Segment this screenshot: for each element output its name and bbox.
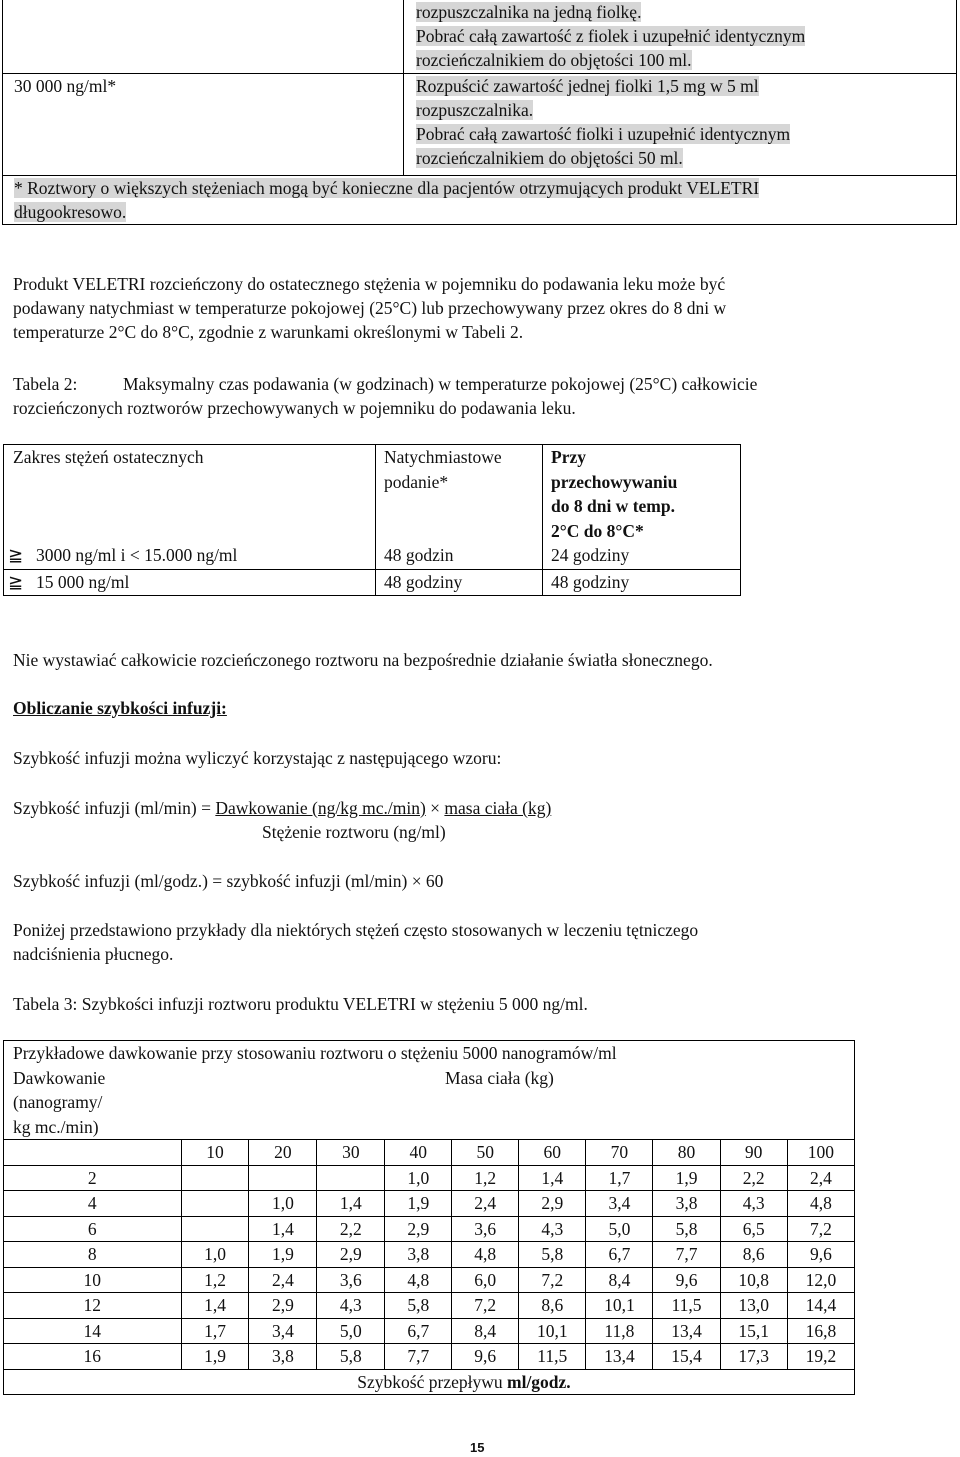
rate-cell: 2,4 [787, 1165, 854, 1191]
table2-caption-text: rozcieńczonych roztworów przechowywanych w pojemniku do podawania leku. [13, 398, 576, 418]
mass-header-empty [4, 1140, 182, 1166]
formula-lhs: Szybkość infuzji (ml/min) = [13, 798, 216, 818]
dose-cell: 14 [4, 1318, 182, 1344]
rate-cell: 4,3 [317, 1293, 385, 1319]
rate-cell: 1,0 [181, 1242, 249, 1268]
prep-line: rozpuszczalnika na jedną fiolkę. [416, 2, 642, 22]
rate-cell: 7,2 [787, 1216, 854, 1242]
infusion-rate-table [3, 1040, 855, 1395]
formula-times: × [425, 798, 445, 818]
footnote-line: * Roztwory o większych stężeniach mogą być konieczne dla pacjentów otrzymujących produkt VELETRI [14, 177, 760, 198]
rate-cell: 12,0 [787, 1267, 854, 1293]
table-header-row [4, 445, 741, 544]
rate-cell: 11,8 [586, 1318, 653, 1344]
mass-header-cell: 40 [385, 1140, 452, 1166]
prep-footnote [3, 175, 957, 224]
prep-line: Pobrać całą zawartość fiolki i uzupełnić identycznym [416, 123, 791, 144]
mass-header-cell: 30 [317, 1140, 385, 1166]
rate-cell: 7,2 [519, 1267, 586, 1293]
rate-cell: 5,8 [317, 1344, 385, 1370]
table-row [4, 1344, 855, 1370]
mass-header-cell: 80 [653, 1140, 720, 1166]
calc-intro: Szybkość infuzji można wyliczyć korzystając z następującego wzoru: [13, 748, 502, 768]
table-row [4, 1267, 855, 1293]
rate-cell: 6,5 [720, 1216, 787, 1242]
rate-cell: 4,3 [720, 1191, 787, 1217]
header-immediate: podanie* [384, 471, 449, 492]
stored-cell: 48 godziny [543, 569, 741, 596]
rate-cell [181, 1165, 249, 1191]
mass-header-cell: 10 [181, 1140, 249, 1166]
rate-cell: 8,6 [519, 1293, 586, 1319]
range-value: 15 000 ng/ml [36, 571, 130, 592]
rate-cell: 1,9 [181, 1344, 249, 1370]
rate-cell: 6,0 [452, 1267, 519, 1293]
footnote-line: długookresowo. [14, 201, 127, 222]
calc-heading: Obliczanie szybkości infuzji: [13, 698, 227, 718]
table3-caption: Tabela 3: Szybkości infuzji roztworu produktu VELETRI w stężeniu 5 000 ng/ml. [13, 994, 588, 1014]
header-stored: Przy [551, 447, 586, 467]
dose-cell: 6 [4, 1216, 182, 1242]
table-row [4, 1165, 855, 1191]
dose-label-line: kg mc./min) [13, 1116, 99, 1137]
table3-footer [4, 1369, 855, 1395]
rate-cell: 11,5 [519, 1344, 586, 1370]
mass-header-cell: 90 [720, 1140, 787, 1166]
dose-cell: 12 [4, 1293, 182, 1319]
formula-mass: masa ciała (kg) [444, 798, 552, 818]
rate-cell: 3,6 [317, 1267, 385, 1293]
prep-row1-instructions [404, 0, 957, 73]
rate-cell: 2,9 [519, 1191, 586, 1217]
formula-denominator: Stężenie roztworu (ng/ml) [262, 822, 446, 842]
sunlight-note: Nie wystawiać całkowicie rozcieńczonego roztworu na bezpośrednie działanie światła słonecznego. [13, 650, 713, 670]
mass-header-cell: 100 [787, 1140, 854, 1166]
table3-title: Przykładowe dawkowanie przy stosowaniu roztworu o stężeniu 5000 nanogramów/ml [13, 1043, 617, 1063]
rate-cell: 4,8 [385, 1267, 452, 1293]
rate-cell: 5,0 [317, 1318, 385, 1344]
rate-cell: 9,6 [653, 1267, 720, 1293]
rate-cell: 6,7 [586, 1242, 653, 1268]
table-row [4, 1242, 855, 1268]
dose-cell: 4 [4, 1191, 182, 1217]
rate-cell: 1,2 [452, 1165, 519, 1191]
formula-dose: Dawkowanie (ng/kg mc./min) [215, 798, 426, 818]
rate-cell: 1,0 [249, 1191, 317, 1217]
page-number: 15 [470, 1440, 485, 1455]
table-row [4, 1216, 855, 1242]
footer-unit: ml/godz. [507, 1371, 571, 1392]
rate-cell: 7,7 [653, 1242, 720, 1268]
table2-caption [13, 372, 757, 420]
table-row [4, 1191, 855, 1217]
prep-row2-concentration [3, 73, 404, 175]
rate-cell [317, 1165, 385, 1191]
prep-line: rozcieńczalnikiem do objętości 50 ml. [416, 147, 683, 168]
rate-cell: 3,8 [653, 1191, 720, 1217]
rate-cell: 3,6 [452, 1216, 519, 1242]
dose-label-line: Dawkowanie [13, 1067, 106, 1088]
header-range: Zakres stężeń ostatecznych [13, 447, 204, 467]
rate-cell: 7,7 [385, 1344, 452, 1370]
table-title-row [4, 1041, 855, 1066]
rate-cell: 17,3 [720, 1344, 787, 1370]
table-label-row [4, 1066, 855, 1140]
rate-cell: 10,1 [519, 1318, 586, 1344]
rate-cell: 2,9 [385, 1216, 452, 1242]
dose-cell: 2 [4, 1165, 182, 1191]
rate-cell: 15,1 [720, 1318, 787, 1344]
geq-symbol: ≧ [8, 545, 24, 566]
prep-row2-instructions [404, 73, 957, 175]
header-cell [4, 445, 376, 544]
rate-cell: 3,8 [385, 1242, 452, 1268]
rate-cell: 1,9 [653, 1165, 720, 1191]
geq-symbol: ≧ [8, 571, 24, 593]
paragraph-line: temperaturze 2°C do 8°C, zgodnie z warunkami określonymi w Tabeli 2. [13, 322, 524, 342]
rate-cell: 10,1 [586, 1293, 653, 1319]
rate-cell: 2,9 [249, 1293, 317, 1319]
rate-cell: 6,7 [385, 1318, 452, 1344]
rate-cell: 1,0 [385, 1165, 452, 1191]
rate-cell: 4,8 [452, 1242, 519, 1268]
mass-header-cell: 20 [249, 1140, 317, 1166]
immediate-cell: 48 godziny [376, 569, 543, 596]
prep-line: Pobrać całą zawartość z fiolek i uzupełnić identycznym [416, 26, 806, 46]
rate-cell: 7,2 [452, 1293, 519, 1319]
dose-cell: 16 [4, 1344, 182, 1370]
footer-text: Szybkość przepływu [357, 1371, 507, 1392]
prep-line: rozcieńczalnikiem do objętości 100 ml. [416, 50, 692, 70]
rate-cell: 13,0 [720, 1293, 787, 1319]
rate-cell [181, 1191, 249, 1217]
rate-cell: 1,7 [181, 1318, 249, 1344]
rate-cell: 19,2 [787, 1344, 854, 1370]
rate-cell: 1,2 [181, 1267, 249, 1293]
paragraph-line: podawany natychmiast w temperaturze pokojowej (25°C) lub przechowywany przez okres do 8 dni w [13, 298, 727, 318]
paragraph-line: nadciśnienia płucnego. [13, 944, 174, 964]
rate-cell: 2,4 [452, 1191, 519, 1217]
rate-cell: 15,4 [653, 1344, 720, 1370]
rate-cell: 2,9 [317, 1242, 385, 1268]
rate-cell: 11,5 [653, 1293, 720, 1319]
rate-cell: 16,8 [787, 1318, 854, 1344]
prep-line: Rozpuścić zawartość jednej fiolki 1,5 mg w 5 ml [416, 75, 759, 96]
rate-cell: 8,6 [720, 1242, 787, 1268]
dose-label [4, 1066, 182, 1140]
paragraph-line: Poniżej przedstawiono przykłady dla niektórych stężeń często stosowanych w leczeniu tętniczego [13, 920, 699, 940]
concentration-value: 30 000 ng/ml* [14, 75, 117, 96]
rate-cell: 4,8 [787, 1191, 854, 1217]
rate-cell: 9,6 [787, 1242, 854, 1268]
rate-cell: 5,8 [519, 1242, 586, 1268]
prep-row1-concentration [3, 0, 404, 73]
header-cell [376, 445, 543, 544]
rate-cell: 1,4 [519, 1165, 586, 1191]
immediate-cell: 48 godzin [376, 543, 543, 569]
table2-caption-label: Tabela 2: [13, 374, 78, 394]
rate-cell: 13,4 [586, 1344, 653, 1370]
rate-cell: 2,2 [317, 1216, 385, 1242]
rate-cell: 8,4 [586, 1267, 653, 1293]
rate-cell: 5,8 [385, 1293, 452, 1319]
header-stored: przechowywaniu [551, 471, 678, 492]
header-stored: do 8 dni w temp. [551, 496, 675, 516]
header-immediate: Natychmiastowe [384, 447, 502, 467]
rate-cell: 1,9 [385, 1191, 452, 1217]
rate-cell: 9,6 [452, 1344, 519, 1370]
table-row [4, 543, 741, 569]
prep-line: rozpuszczalnika. [416, 99, 534, 120]
rate-cell: 1,4 [181, 1293, 249, 1319]
table-footer-row [4, 1369, 855, 1395]
rate-cell: 1,7 [586, 1165, 653, 1191]
stored-cell: 24 godziny [543, 543, 741, 569]
rate-cell: 2,4 [249, 1267, 317, 1293]
table2-caption-text: Maksymalny czas podawania (w godzinach) w temperaturze pokojowej (25°C) całkowicie [123, 374, 758, 394]
rate-cell: 3,4 [586, 1191, 653, 1217]
rate-cell [249, 1165, 317, 1191]
rate-cell: 14,4 [787, 1293, 854, 1319]
table-row [4, 1318, 855, 1344]
mass-label: Masa ciała (kg) [445, 1067, 554, 1088]
header-stored: 2°C do 8°C* [551, 520, 644, 541]
rate-cell: 5,0 [586, 1216, 653, 1242]
table-row [4, 1293, 855, 1319]
storage-time-table [3, 444, 741, 596]
rate-cell: 8,4 [452, 1318, 519, 1344]
dose-label-line: (nanogramy/ [13, 1092, 103, 1112]
rate-cell: 4,3 [519, 1216, 586, 1242]
rate-cell [181, 1216, 249, 1242]
formula-rate-ml-h: Szybkość infuzji (ml/godz.) = szybkość infuzji (ml/min) × 60 [13, 871, 444, 891]
range-value: 3000 ng/ml i < 15.000 ng/ml [36, 545, 238, 565]
storage-paragraph [13, 272, 726, 344]
mass-header-cell: 50 [452, 1140, 519, 1166]
rate-cell: 10,8 [720, 1267, 787, 1293]
preparation-table [2, 0, 957, 225]
examples-paragraph [13, 918, 698, 966]
rate-cell: 1,4 [249, 1216, 317, 1242]
rate-cell: 5,8 [653, 1216, 720, 1242]
header-cell [543, 445, 741, 544]
rate-cell: 1,4 [317, 1191, 385, 1217]
mass-header-cell: 60 [519, 1140, 586, 1166]
rate-cell: 3,4 [249, 1318, 317, 1344]
dose-cell: 8 [4, 1242, 182, 1268]
dose-cell: 10 [4, 1267, 182, 1293]
rate-cell: 3,8 [249, 1344, 317, 1370]
mass-header-row [4, 1140, 855, 1166]
rate-cell: 13,4 [653, 1318, 720, 1344]
table-row [4, 569, 741, 596]
range-cell [4, 543, 376, 569]
range-cell [4, 569, 376, 596]
rate-cell: 2,2 [720, 1165, 787, 1191]
formula-rate-ml-min [13, 796, 551, 820]
rate-cell: 1,9 [249, 1242, 317, 1268]
paragraph-line: Produkt VELETRI rozcieńczony do ostatecznego stężenia w pojemniku do podawania leku może być [13, 274, 726, 294]
mass-header-cell: 70 [586, 1140, 653, 1166]
